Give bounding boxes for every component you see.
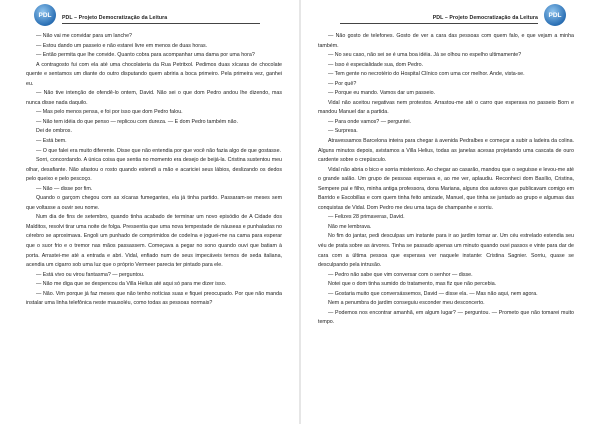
- paragraph: — Pedro não sabe que vim conversar com o senhor — disse.: [328, 271, 473, 278]
- paragraph: Nem a penumbra do jardim conseguiu esconder meu desconcerto.: [328, 300, 485, 307]
- paragraph: — Não tem idéia do que penso — replicou com dureza. — E dom Pedro também não.: [36, 118, 238, 125]
- paragraph: — Surpresa.: [328, 128, 358, 135]
- paragraph: — Por quê?: [328, 80, 357, 87]
- paragraph: Num dia de fins de setembro, quando tinha acabado de terminar um novo episódio de A Cidade dos Malditos, resolvi tirar uma noite de folga. Pressentia que uma nova tempestade de náuseas e punhaladas no cérebro se aproximava. Engoli um punhado de comprimidos de codeína e joguei-me na cama para esperar que o suor frio e o tremor nas mãos passassem. Começava a pegar no sono quando ouvi que batiam à porta. Arrastei-me até a entrada e abri. Vidal, enfiado num de seus impecáveis ternos de seda italiana, acendia um cigarro sob uma luz que o próprio Vermeer parecia ter pintado para ele.: [26, 214, 282, 269]
- header-title: PDL – Projeto Democratização da Leitura: [62, 15, 168, 21]
- paragraph: — Não. Vim porque já faz meses que não tenho notícias suas e fiquei preocupado. Por que não manda instalar uma linha telefônica neste mausoléu, como todas as pessoas normais?: [26, 290, 282, 307]
- paragraph: — Está bem.: [36, 138, 67, 145]
- paragraph: — No seu caso, não sei se é uma boa idéia. Já se olhou no espelho ultimamente?: [328, 52, 522, 59]
- paragraph: Quando o garçom chegou com as xícaras fumegantes, ela já tinha partido. Passaram-se meses sem que voltasse a ouvir seu nome.: [26, 195, 282, 211]
- left-page-text: [26, 32, 282, 309]
- paragraph: — Gostaria muito que conversássemos, David — disse ela. — Mas não aqui, nem agora.: [328, 290, 538, 297]
- paragraph: — Estou dando um passeio e não estarei livre em menos de duas horas.: [36, 42, 208, 49]
- paragraph: Sorri, concordando. A única coisa que sentia no momento era desejo de beijá-la. Cristina sustentou meu olhar, desafiante. Não afastou o rosto quando estendi a mão e acariciei seus lábios, deslizando os dedos pelo queixo e pelo pescoço.: [26, 157, 282, 183]
- paragraph: A contragosto fui com ela até uma chocolateria da Rua Petritxol. Pedimos duas xícaras de chocolate quente e sentamos um diante do outro disputando quem abriria a boca primeiro. Pela primeira vez, ganhei eu.: [26, 61, 282, 87]
- page-header: [340, 9, 538, 24]
- paragraph: — Tem gente no necrotério do Hospital Clínico com uma cor melhor. Ande, vista-se.: [328, 71, 525, 78]
- paragraph: Vidal não abria o bico e sorria misterioso. Ao chegar ao casarão, mandou que o seguisse e levou-me até o grande salão. Um grupo de pessoas esperava e, ao me ver, aplaudiu. Reconheci dom Basílio, Cristina, Sempere pai e filho, minha antiga professora, dona Mariana, alguns dos autores que publicavam comigo em Barrido e Escobillas e com quem tinha feito amizade, Manuel, que tinha se juntado ao grupo e algumas das conquistas de Vidal. Dom Pedro me deu uma taça de champanhe e sorriu.: [318, 166, 574, 211]
- paragraph: — Então permita que lhe convide. Quanto cobra para acompanhar uma dama por uma hora?: [36, 52, 255, 59]
- paragraph: — Não tive intenção de ofendê-lo ontem, David. Não sei o que dom Pedro andou lhe dizendo, mas nunca disse nada daquilo.: [26, 90, 282, 106]
- paragraph: Não me lembrava.: [328, 223, 372, 230]
- paragraph: — Podemos nos encontrar amanhã, em algum lugar? — perguntou. — Prometo que não tomarei muito tempo.: [318, 309, 574, 326]
- paragraph: — Não — disse por fim.: [36, 185, 93, 192]
- paragraph: Dei de ombros.: [36, 128, 72, 135]
- paragraph: — Para onde vamos? — perguntei.: [328, 118, 412, 125]
- paragraph: No fim do jantar, pedi desculpas um instante para ir ao jardim tomar ar. Um céu estrelado estendia seu véu de prata sobre as árvores. Tinha se passado apenas um minuto quando ouvi passos e vinte para dar de cara com a última pessoa que esperava ver naquele instante: Cristina Sagnier. Sorriu, quase se desculpando pela intrusão.: [318, 233, 574, 269]
- pdl-logo: PDL: [544, 4, 566, 26]
- page-header: [62, 9, 260, 24]
- paragraph: — Isso é especialidade sua, dom Pedro.: [328, 61, 424, 68]
- paragraph: — Mas pelo menos pensa, e foi por isso que dom Pedro falou.: [36, 109, 183, 116]
- paragraph: — Não vai me convidar para um lanche?: [36, 33, 132, 39]
- paragraph: Vidal não aceitou negativas nem protestos. Arrastou-me até o carro que esperava no passeio Born e mandou Manuel dar a partida.: [318, 99, 574, 116]
- paragraph: — Não me diga que se despencou da Villa Helius até aqui só para me dizer isso.: [36, 281, 227, 288]
- paragraph: Notei que o dom tinha sumido do tratamento, mas fiz que não percebia.: [328, 281, 497, 288]
- right-page-text: [318, 32, 574, 328]
- paragraph: — Porque eu mando. Vamos dar um passeio.: [328, 90, 436, 97]
- paragraph: Atravessamos Barcelona inteira para chegar à avenida Pedralbes e começar a subir a ladeira da colina. Alguns minutos depois, avistamos a Villa Helius, todas as janelas acesas projetando uma cascata de ouro cardente sobre o crepúsculo.: [318, 138, 574, 164]
- right-page: [300, 0, 600, 424]
- paragraph: — Está vivo ou virou fantasma? — perguntou.: [36, 271, 145, 278]
- paragraph: — Não gosto de telefones. Gosto de ver a cara das pessoas com quem falo, e que vejam a minha também.: [318, 33, 574, 49]
- paragraph: — O que falei era muito diferente. Disse que não entendia por que você não fazia algo de que gostasse.: [36, 147, 281, 154]
- header-title: PDL – Projeto Democratização da Leitura: [432, 15, 538, 21]
- paragraph: — Felizes 28 primaveras, David.: [328, 214, 405, 221]
- pdl-logo: PDL: [34, 4, 56, 26]
